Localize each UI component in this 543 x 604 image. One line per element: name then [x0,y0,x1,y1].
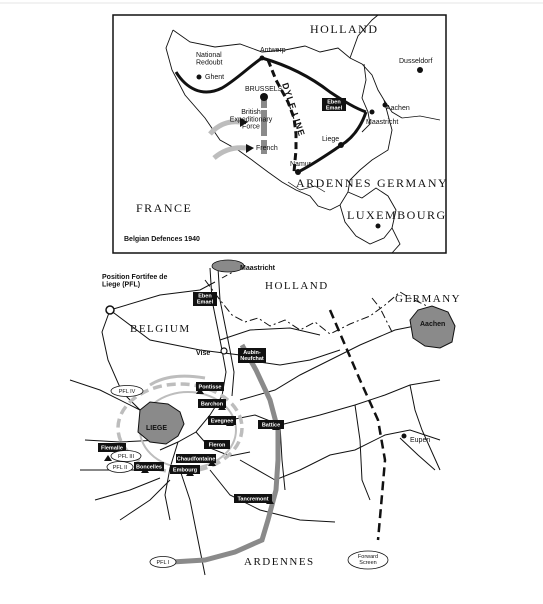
map2-fort-evegnee-label: Evegnee [210,418,234,425]
map2-liege-area [138,402,184,444]
map1-dot-luxembourg [376,224,381,229]
map2-label-ardennes: ARDENNES [244,556,315,568]
map2-city-circle [106,306,114,314]
map1-dot-ghent [197,75,202,80]
map2-label-vise: Vise [196,350,211,357]
map1-label-germany: GERMANY [377,176,449,190]
map2-fort-eben-emael-label: Eben Emael [196,293,214,306]
map2-vise-circle [221,348,227,354]
map2-border-spur [372,298,392,332]
map1-dot-brussels [260,93,268,101]
map2-fort-battice-label: Battice [261,422,281,429]
map2-fort-fleron-label: Fleron [208,442,226,449]
map1-label-french: French [256,145,278,152]
map2-fort-chaudfontaine-label: Chaudfontaine [176,456,216,463]
map1-label-dusseldorf: Dusseldorf [399,58,433,65]
map1-dyle-line-label: DYLE LINE [280,81,307,138]
map2-pfl2-label: PFL II [112,465,128,471]
map1-label-aachen: Aachen [386,105,410,112]
map2-roads [70,282,440,575]
map2-label-aachen: Aachen [420,321,446,328]
map-belgian-defences-1940 [113,15,448,253]
map2-pfl4-label: PFL IV [118,389,136,395]
map1-dot-namur [295,169,301,175]
map1-label-luxembourg: LUXEMBOURG [347,208,447,222]
map2-eupen-dot [402,434,407,439]
map1-label-maastricht: Maastricht [366,119,399,126]
map1-label-france: FRANCE [136,201,193,215]
map1-label-bef: British Expeditionary Force [229,109,273,131]
map2-fort-tancremont-label: Tancremont [237,496,269,503]
map1-label-ghent: Ghent [205,74,225,81]
map2-fort-flemalle-label: Flemalle [100,445,124,452]
map1-eben-emael-label: Eben Emael [325,99,343,112]
map2-label-germany: GERMANY [395,293,462,305]
map2-fort-pontisse-label: Pontisse [198,384,222,391]
map1-label-national-redoubt: National Redoubt [196,52,223,67]
map1-label-ardennes: ARDENNES [296,176,373,190]
map-pfl-liege [70,260,461,575]
map1-label-namur: Namur [290,161,312,168]
map2-label-liege: LIEGE [146,425,168,432]
map2-forward-screen-label: Forward Screen [357,554,379,566]
map1-label-holland: HOLLAND [310,22,379,36]
map2-fort-boncelles-label: Boncelles [136,464,162,471]
map2-label-holland: HOLLAND [265,280,329,292]
map1-label-antwerp: Antwerp [260,47,286,54]
map2-label-maastricht: Maastricht [240,265,276,272]
map1-dot-maastricht [370,110,375,115]
map1-dot-antwerp [260,56,265,61]
map2-pfl3-label: PFL III [118,454,134,460]
map2-pfl1-label: PFL I [156,560,170,566]
map2-fort-barchon-label: Barchon [200,401,224,408]
map1-label-brussels: BRUSSELS [245,86,283,93]
map1-label-liege: Liege [322,136,340,143]
map1-title: Belgian Defences 1940 [124,236,200,243]
map2-fort-aubin-neufchat-label: Aubin-Neufchat [240,350,264,362]
map2-label-eupen: Eupen [410,437,431,444]
map2-title: Position Fortifee de Liege (PFL) [102,274,168,289]
map2-label-belgium: BELGIUM [130,323,191,335]
map1-dot-dusseldorf [417,67,423,73]
map2-fort-embourg-label: Embourg [172,467,198,474]
